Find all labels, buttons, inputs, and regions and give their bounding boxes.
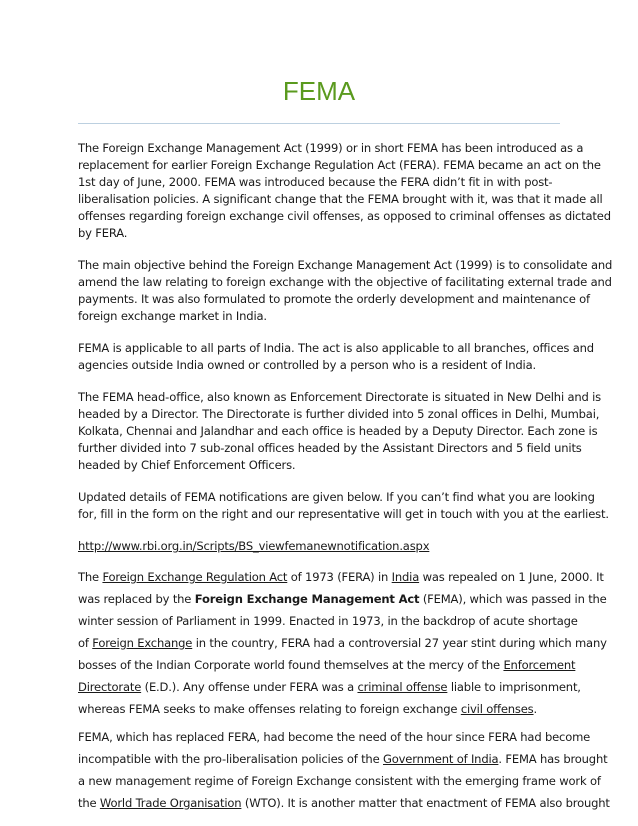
text-line: incompatible with the pro-liberalisation policies of the Government of India. FEMA has brought [78,752,608,766]
history-section [78,566,610,814]
text-line: a new management regime of Foreign Exchange consistent with the emerging frame work of [78,774,601,788]
fema-bold-term: Foreign Exchange Management Act [194,592,420,606]
fera-link[interactable]: Foreign Exchange Regulation Act [102,570,288,584]
text-line: headed by a Director. The Directorate is further divided into 5 zonal offices in Delhi, Mumbai, [78,407,600,421]
text-line: replacement for earlier Foreign Exchange Regulation Act (FERA). FEMA became an act on the [78,158,601,172]
text-line: the World Trade Organisation (WTO). It is another matter that enactment of FEMA also brought [78,796,610,810]
paragraph-notifications [78,489,609,523]
text-line: of Foreign Exchange in the country, FERA had a controversial 27 year stint during which many [78,636,607,650]
paragraph-applicability [78,340,594,374]
text-line: amend the law relating to foreign exchange with the objective of facilitating external trade and [78,275,612,289]
text-line: headed by Chief Enforcement Officers. [78,458,296,472]
text-line: Kolkata, Chennai and Jalandhar and each office is headed by a Deputy Director. Each zone is [78,424,598,438]
text-line: by FERA. [78,226,128,240]
criminal-offense-link[interactable]: criminal offense [357,680,448,694]
paragraph-fema-replacement [78,726,610,814]
title-divider [78,123,560,124]
paragraph-head-office [78,389,602,474]
text-line: 1st day of June, 2000. FEMA was introduced because the FERA didn’t fit in with post- [78,175,553,189]
text-line: FEMA, which has replaced FERA, had become the need of the hour since FERA had become [78,730,591,744]
india-link[interactable]: India [391,570,420,584]
civil-offenses-link[interactable]: civil offenses [460,702,534,716]
text-line: payments. It was also formulated to promote the orderly development and maintenance of [78,292,590,306]
paragraph-fera-history [78,566,607,720]
wto-link[interactable]: World Trade Organisation [99,796,242,810]
text-line: whereas FEMA seeks to make offenses relating to foreign exchange civil offenses. [78,702,538,716]
text-line: offenses regarding foreign exchange civil offenses, as opposed to criminal offenses as dictated [78,209,611,223]
text-line: agencies outside India owned or controlled by a person who is a resident of India. [78,358,536,372]
foreign-exchange-link[interactable]: Foreign Exchange [92,636,193,650]
text-line: Updated details of FEMA notifications are given below. If you can’t find what you are looking [78,490,595,504]
intro-section [78,140,613,523]
paragraph-link [78,538,560,555]
paragraph-objective [78,257,613,325]
text-line: Directorate (E.D.). Any offense under FERA was a criminal offense liable to imprisonment, [78,680,581,694]
text-line: further divided into 7 sub-zonal offices headed by the Assistant Directors and 5 field units [78,441,582,455]
text-line: The main objective behind the Foreign Exchange Management Act (1999) is to consolidate and [78,258,613,272]
text-line: was replaced by the Foreign Exchange Management Act (FEMA), which was passed in the [78,592,607,606]
text-line: liberalisation policies. A significant change that the FEMA brought with it, was that it made all [78,192,603,206]
enforcement-link[interactable]: Enforcement [503,658,576,672]
paragraph-intro [78,140,611,242]
text-line: The Foreign Exchange Management Act (1999) or in short FEMA has been introduced as a [78,141,584,155]
text-line: The Foreign Exchange Regulation Act of 1973 (FERA) in India was repealed on 1 June, 2000. It [78,570,604,584]
text-line: FEMA is applicable to all parts of India. The act is also applicable to all branches, offices and [78,341,594,355]
text-line: bosses of the Indian Corporate world found themselves at the mercy of the Enforcement [78,658,576,672]
government-of-india-link[interactable]: Government of India [383,752,499,766]
page-title: FEMA [282,76,356,106]
text-line: The FEMA head-office, also known as Enforcement Directorate is situated in New Delhi and is [78,390,602,404]
text-line: foreign exchange market in India. [78,309,267,323]
text-line: for, fill in the form on the right and our representative will get in touch with you at the earliest. [78,507,609,521]
text-line: winter session of Parliament in 1999. Enacted in 1973, in the backdrop of acute shortage [78,614,578,628]
directorate-link[interactable]: Directorate [78,680,142,694]
rbi-notification-link[interactable]: http://www.rbi.org.in/Scripts/BS_viewfemanewnotification.aspx [78,539,430,553]
